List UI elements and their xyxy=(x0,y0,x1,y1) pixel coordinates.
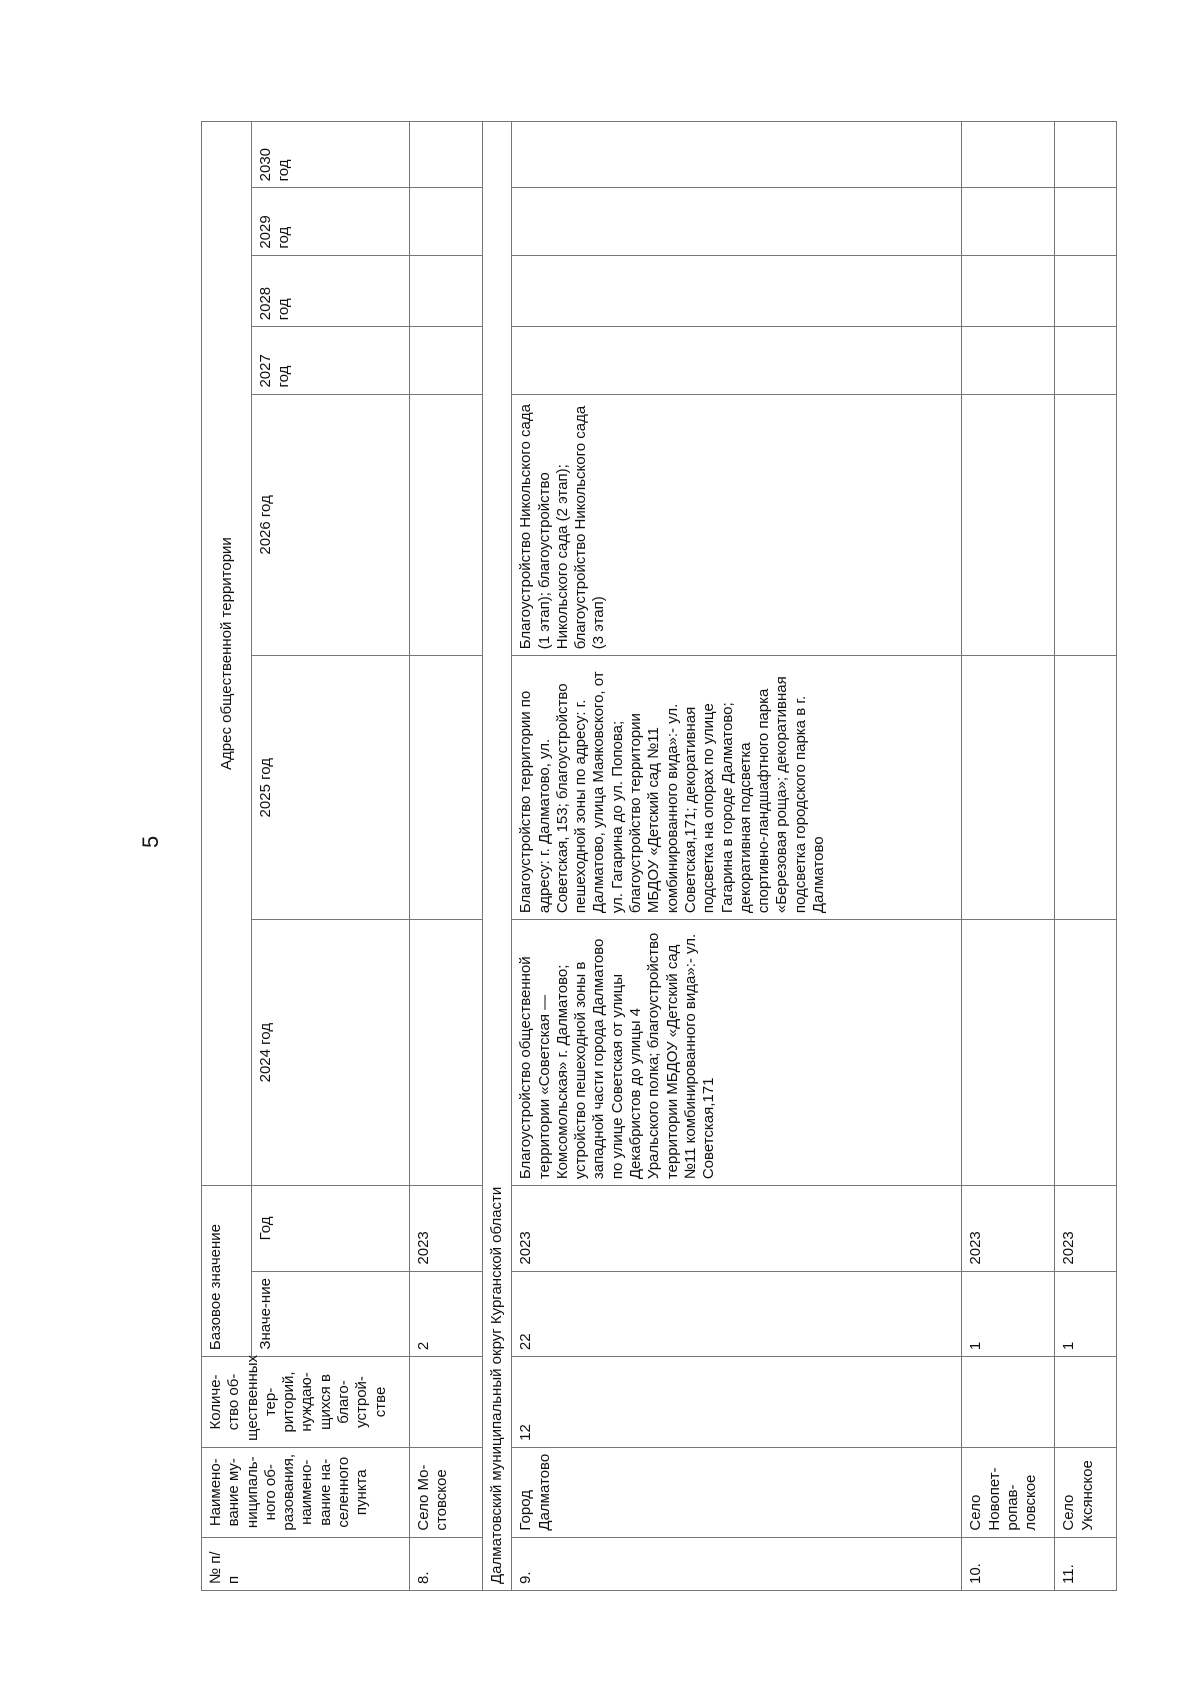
row11-2024 xyxy=(1055,920,1117,1186)
header-2030: 2030 год xyxy=(252,122,410,188)
row8-2030 xyxy=(410,122,483,188)
header-address: Адрес общественной территории xyxy=(202,122,252,1186)
row8-2024 xyxy=(410,920,483,1186)
header-base: Базовое значение xyxy=(202,1186,252,1357)
row10-count xyxy=(962,1357,1055,1448)
row10-2026 xyxy=(962,394,1055,656)
row11-num: 11. xyxy=(1055,1537,1117,1590)
header-name: Наимено-вание му-ниципаль-ного об-разования, наимено-вание на-селенного пункта xyxy=(202,1447,410,1537)
header-2029: 2029 год xyxy=(252,188,410,255)
row9-2024: Благоустройство общественной территории «Советская — Комсомольская» г. Далматово; устройство пешеходной зоны в западной части города Далматово по улице Советская от улицы Декабристов до улицы 4 Уральского полка; благоустройство территории МБДОУ «Детский сад №11 комбинированного вида»:- ул. Советская,171 xyxy=(512,920,962,1186)
header-2025: 2025 год xyxy=(252,656,410,920)
row10-2029 xyxy=(962,188,1055,255)
header-base-value: Значе-ние xyxy=(252,1271,410,1356)
row11-2028 xyxy=(1055,255,1117,327)
row10-num: 10. xyxy=(962,1537,1055,1590)
row8-count xyxy=(410,1357,483,1448)
header-2028: 2028 год xyxy=(252,255,410,327)
row9-2028 xyxy=(512,255,962,327)
row9-2026: Благоустройство Никольского сада (1 этап); благоустройство Никольского сада (2 этап); благоустройство Никольского сада (3 этап) xyxy=(512,394,962,656)
row11-value: 1 xyxy=(1055,1271,1117,1356)
row8-2028 xyxy=(410,255,483,327)
header-2027: 2027 год xyxy=(252,327,410,394)
row10-2025 xyxy=(962,656,1055,920)
row9-count: 12 xyxy=(512,1357,962,1448)
row10-2028 xyxy=(962,255,1055,327)
table-row-10 xyxy=(962,122,1055,1591)
row8-2027 xyxy=(410,327,483,394)
row9-2025: Благоустройство территории по адресу: г. Далматово, ул. Советская, 153; благоустройство пешеходной зоны по адресу: г. Далматово, улица Маяковского, от ул. Гагарина до ул. Попова; благоустройство территории МБДОУ «Детский сад №11 комбинированного вида»:- ул. Советская,171; декоративная подсветка на опорах по улице Гагарина в городе Далматово; декоративная подсветка спортивно-ландшафтного парка «Березовая роща»; декоративная подсветка городского парка в г. Далматово xyxy=(512,656,962,920)
public-territories-table xyxy=(201,121,1117,1591)
header-row-1 xyxy=(202,122,252,1591)
table-row-8 xyxy=(410,122,483,1591)
row11-2029 xyxy=(1055,188,1117,255)
header-2026: 2026 год xyxy=(252,394,410,656)
table-row-9 xyxy=(512,122,962,1591)
section-row xyxy=(483,122,512,1591)
row10-name: Село Новопет-ропав-ловское xyxy=(962,1447,1055,1537)
row8-name: Село Мо-стовское xyxy=(410,1447,483,1537)
rotated-table-container xyxy=(201,121,1148,1591)
row11-2025 xyxy=(1055,656,1117,920)
row8-value: 2 xyxy=(410,1271,483,1356)
row10-value: 1 xyxy=(962,1271,1055,1356)
header-num: № п/п xyxy=(202,1537,410,1590)
section-title: Далматовский муниципальный округ Курганской области xyxy=(483,122,512,1591)
row10-2024 xyxy=(962,920,1055,1186)
table-row-11 xyxy=(1055,122,1117,1591)
row9-year: 2023 xyxy=(512,1186,962,1271)
row11-year: 2023 xyxy=(1055,1186,1117,1271)
row10-year: 2023 xyxy=(962,1186,1055,1271)
row10-2030 xyxy=(962,122,1055,188)
row9-name: Город Далматово xyxy=(512,1447,962,1537)
row11-count xyxy=(1055,1357,1117,1448)
row11-2027 xyxy=(1055,327,1117,394)
row8-2025 xyxy=(410,656,483,920)
row8-2026 xyxy=(410,394,483,656)
row8-2029 xyxy=(410,188,483,255)
row8-year: 2023 xyxy=(410,1186,483,1271)
header-count: Количе-ство об-щественных тер-риторий, нуждаю-щихся в благо-устрой-стве xyxy=(202,1357,410,1448)
row9-num: 9. xyxy=(512,1537,962,1590)
header-2024: 2024 год xyxy=(252,920,410,1186)
page-number: 5 xyxy=(138,835,163,848)
row10-2027 xyxy=(962,327,1055,394)
row9-2030 xyxy=(512,122,962,188)
row9-2027 xyxy=(512,327,962,394)
row8-num: 8. xyxy=(410,1537,483,1590)
row11-2026 xyxy=(1055,394,1117,656)
row11-2030 xyxy=(1055,122,1117,188)
row9-2029 xyxy=(512,188,962,255)
row11-name: Село Уксянское xyxy=(1055,1447,1117,1537)
row9-value: 22 xyxy=(512,1271,962,1356)
header-base-year: Год xyxy=(252,1186,410,1271)
